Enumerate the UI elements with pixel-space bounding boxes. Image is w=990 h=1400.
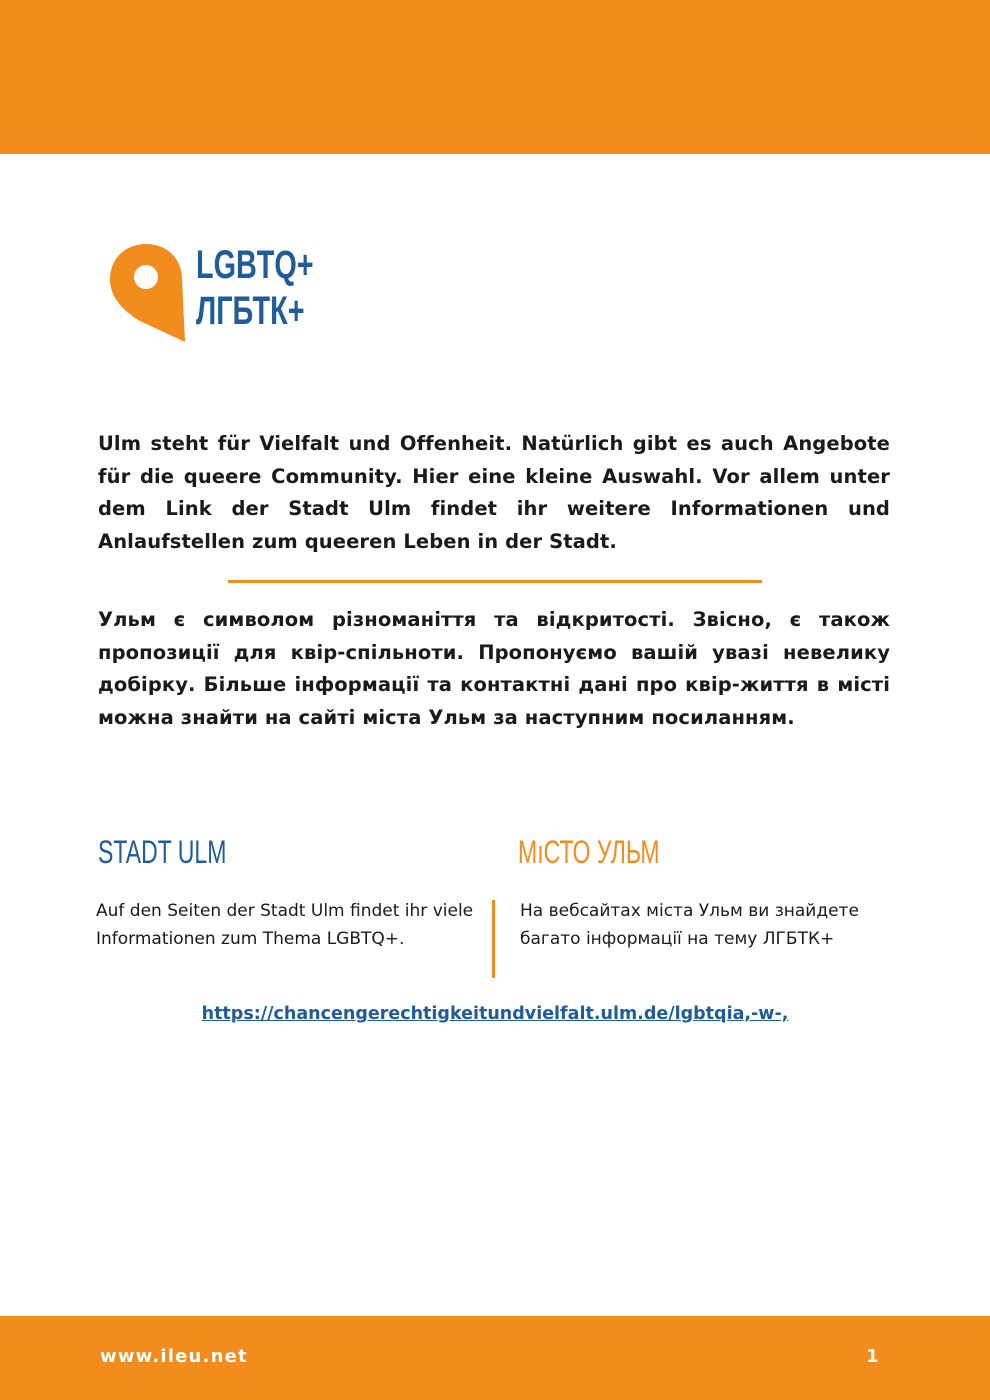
section-text-uk: На вебсайтах міста Ульм ви знайдете багато інформації на тему ЛГБТК+ bbox=[520, 901, 859, 949]
intro-paragraph-uk: Ульм є символом різноманіття та відкритості. Звісно, є також пропозиції для квір-спільноти. Пропонуємо вашій увазі невелику добірку. Більше інформації та контактні дані про квір-життя в місті можна знайти на сайті міста Ульм за наступним посиланням. bbox=[98, 608, 890, 729]
section-title-uk: МıСТО УЛЬМ bbox=[518, 834, 660, 870]
footer-website[interactable]: www.ileu.net bbox=[100, 1346, 248, 1367]
divider bbox=[228, 580, 762, 583]
stadt-ulm-link[interactable]: https://chancengerechtigkeitundvielfalt.ulm.de/lgbtqia,-w-, bbox=[201, 1004, 789, 1024]
logo-line-lgbtq: LGBTQ+ bbox=[196, 243, 314, 287]
logo-text bbox=[196, 242, 314, 334]
section-title-de: STADT ULM bbox=[98, 834, 227, 870]
location-pin-icon bbox=[108, 242, 188, 342]
intro-paragraph-de: Ulm steht für Vielfalt und Offenheit. Natürlich gibt es auch Angebote für die queere Community. Hier eine kleine Auswahl. Vor allem unter dem Link der Stadt Ulm findet ihr weitere Informationen und Anlaufstellen zum queeren Leben in der Stadt. bbox=[98, 432, 890, 553]
section-text-de: Auf den Seiten der Stadt Ulm findet ihr viele Informationen zum Thema LGBTQ+. bbox=[96, 901, 474, 949]
header-band bbox=[0, 0, 990, 154]
footer bbox=[0, 1316, 990, 1400]
logo-line-lgbtk: ЛГБТК+ bbox=[196, 289, 305, 333]
page-number: 1 bbox=[866, 1346, 879, 1367]
column-divider bbox=[492, 900, 495, 978]
logo bbox=[108, 240, 368, 350]
